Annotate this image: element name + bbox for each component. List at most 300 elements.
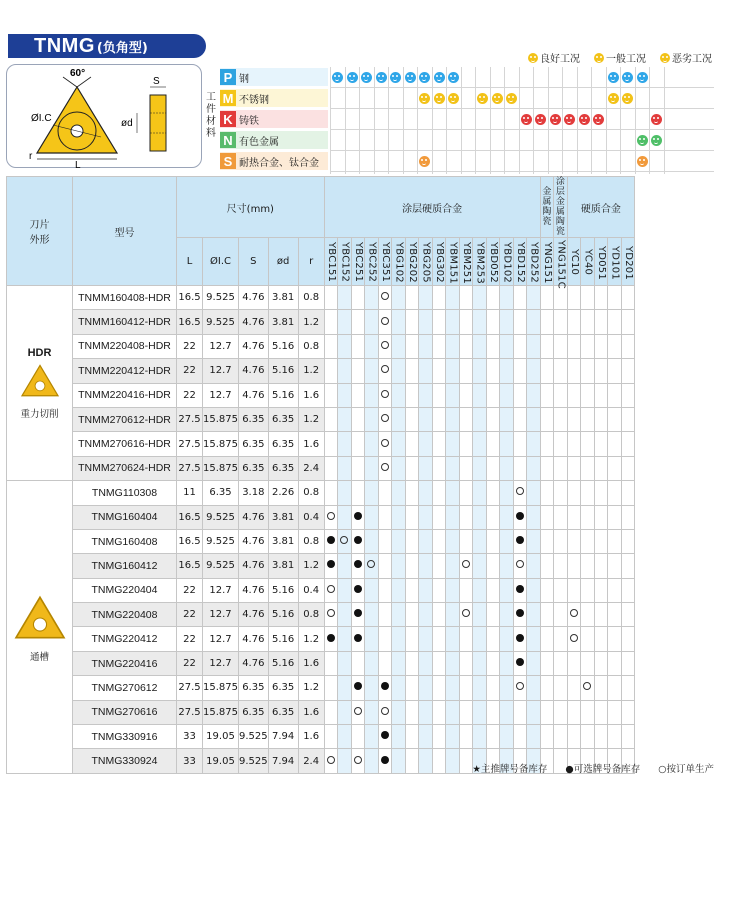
grade-cell <box>446 286 460 310</box>
model-cell: TNMG220404 <box>73 578 177 602</box>
grade-cell <box>527 310 541 334</box>
order-mark-icon <box>327 609 335 617</box>
grade-cell <box>459 725 473 749</box>
dim-cell-ic: 19.05 <box>203 725 239 749</box>
grade-cell <box>378 481 392 505</box>
dim-cell-r: 1.6 <box>298 432 324 456</box>
grade-cell <box>581 651 595 675</box>
grade-cell <box>405 725 419 749</box>
grade-ybg205: YBG205 <box>419 238 433 286</box>
grade-cell <box>500 603 514 627</box>
grade-cell <box>608 286 622 310</box>
stock-mark-icon <box>516 585 524 593</box>
condition-face-icon <box>492 93 503 104</box>
dim-cell-ic: 12.7 <box>203 651 239 675</box>
grade-cell <box>581 554 595 578</box>
grade-cell <box>486 676 500 700</box>
grade-cell <box>581 334 595 358</box>
grade-cell <box>324 627 338 651</box>
grade-cell <box>392 676 406 700</box>
grade-cell <box>324 432 338 456</box>
grade-cell <box>513 456 527 480</box>
grade-cell <box>405 603 419 627</box>
dim-cell-s: 4.76 <box>239 627 269 651</box>
grade-cell <box>594 359 608 383</box>
legend-good: 良好工况 <box>528 50 580 65</box>
dim-col-0: L <box>177 238 203 286</box>
grade-cell <box>527 334 541 358</box>
dim-cell-r: 1.2 <box>298 627 324 651</box>
stock-mark-icon <box>354 560 362 568</box>
dim-cell-d: 3.81 <box>268 286 298 310</box>
insert-triangle-icon <box>12 594 68 642</box>
grade-cell <box>500 725 514 749</box>
dim-cell-d: 7.94 <box>268 725 298 749</box>
grade-cell <box>567 603 581 627</box>
grade-cell <box>486 578 500 602</box>
footer-legend <box>472 761 714 775</box>
grade-cell <box>378 359 392 383</box>
stock-mark-icon <box>354 682 362 690</box>
grade-cell <box>527 286 541 310</box>
grade-cell <box>351 334 365 358</box>
material-letter: N <box>220 132 236 148</box>
grade-cell <box>473 407 487 431</box>
dim-cell-d: 3.81 <box>268 310 298 334</box>
grade-cell <box>608 407 622 431</box>
grade-cell <box>459 554 473 578</box>
grade-cell <box>351 383 365 407</box>
grade-cell <box>500 310 514 334</box>
grade-cell <box>581 725 595 749</box>
grade-cell <box>513 481 527 505</box>
condition-face-icon <box>376 72 387 83</box>
grade-cell <box>338 749 352 773</box>
grade-yc40: YC40 <box>581 238 595 286</box>
condition-face-icon <box>637 72 648 83</box>
grade-cell <box>365 603 379 627</box>
dim-cell-ic: 15.875 <box>203 456 239 480</box>
condition-legend <box>528 50 712 65</box>
grade-cell <box>621 529 635 553</box>
grade-cell <box>365 407 379 431</box>
grade-cell <box>365 432 379 456</box>
grade-cell <box>351 700 365 724</box>
table-row <box>7 505 635 529</box>
grade-cell <box>554 651 568 675</box>
grade-ybg302: YBG302 <box>432 238 446 286</box>
grade-cell <box>432 310 446 334</box>
dim-cell-r: 1.6 <box>298 700 324 724</box>
diagram-ic: ØI.C <box>31 113 52 124</box>
condition-face-icon <box>390 72 401 83</box>
grade-cell <box>419 627 433 651</box>
grade-cell <box>486 481 500 505</box>
grade-cell <box>405 407 419 431</box>
grade-cell <box>486 359 500 383</box>
table-row <box>7 407 635 431</box>
grade-cell <box>540 310 554 334</box>
dim-cell-r: 2.4 <box>298 456 324 480</box>
grade-cell <box>446 700 460 724</box>
dim-cell-ic: 9.525 <box>203 554 239 578</box>
grade-cell <box>527 505 541 529</box>
grade-cell <box>621 407 635 431</box>
grade-cell <box>351 725 365 749</box>
dim-cell-d: 5.16 <box>268 334 298 358</box>
table-row <box>7 334 635 358</box>
grade-cell <box>378 603 392 627</box>
insert-shape-cell <box>7 286 73 481</box>
table-row <box>7 725 635 749</box>
order-mark-icon <box>327 512 335 520</box>
grade-cell <box>459 676 473 700</box>
grade-cell <box>392 481 406 505</box>
grade-cell <box>621 359 635 383</box>
grade-cell <box>405 481 419 505</box>
grade-cell <box>365 676 379 700</box>
grade-cell <box>608 334 622 358</box>
table-row <box>7 481 635 505</box>
grade-cell <box>513 334 527 358</box>
dim-cell-d: 5.16 <box>268 603 298 627</box>
grade-cell <box>338 359 352 383</box>
grade-cell <box>365 481 379 505</box>
grade-cell <box>621 627 635 651</box>
grade-cell <box>432 578 446 602</box>
grade-cell <box>513 432 527 456</box>
insert-diagram <box>6 64 202 168</box>
model-cell: TNMG270612 <box>73 676 177 700</box>
dim-cell-r: 1.2 <box>298 407 324 431</box>
grade-cell <box>351 359 365 383</box>
grade-cell <box>392 725 406 749</box>
material-row-m <box>220 89 328 107</box>
shape-name: HDR <box>27 346 52 359</box>
grade-cell <box>608 700 622 724</box>
grade-cell <box>338 310 352 334</box>
dim-cell-r: 1.2 <box>298 676 324 700</box>
grade-cell <box>594 383 608 407</box>
grade-cell <box>621 554 635 578</box>
dim-cell-ic: 9.525 <box>203 529 239 553</box>
grade-cell <box>378 725 392 749</box>
grade-cell <box>419 334 433 358</box>
grade-cell <box>419 310 433 334</box>
grade-cell <box>446 359 460 383</box>
grade-cell <box>419 529 433 553</box>
dim-cell-l: 22 <box>177 383 203 407</box>
grade-cell <box>594 676 608 700</box>
grade-cell <box>446 676 460 700</box>
grade-cell <box>392 651 406 675</box>
grade-cell <box>500 334 514 358</box>
title-sub: (负角型) <box>96 40 148 56</box>
grade-cell <box>527 529 541 553</box>
dim-cell-ic: 12.7 <box>203 334 239 358</box>
grade-cell <box>392 603 406 627</box>
dim-cell-r: 1.6 <box>298 383 324 407</box>
condition-face-icon <box>608 72 619 83</box>
grade-cell <box>338 603 352 627</box>
grade-cell <box>567 407 581 431</box>
grade-cell <box>567 554 581 578</box>
grade-cell <box>567 310 581 334</box>
grade-cell <box>527 432 541 456</box>
grade-cell <box>554 554 568 578</box>
grade-cell <box>365 700 379 724</box>
table-row <box>7 651 635 675</box>
dim-cell-l: 27.5 <box>177 432 203 456</box>
grade-cell <box>459 359 473 383</box>
insert-shape-cell <box>7 481 73 774</box>
footer-star: ★主推牌号备库存 <box>472 764 548 775</box>
grade-cell <box>419 725 433 749</box>
grade-cell <box>432 456 446 480</box>
grade-cell <box>540 603 554 627</box>
grade-cell <box>338 481 352 505</box>
table-row <box>7 383 635 407</box>
grade-cell <box>621 456 635 480</box>
grade-ybd052: YBD052 <box>486 238 500 286</box>
grade-cell <box>351 578 365 602</box>
grade-cell <box>419 554 433 578</box>
dim-cell-r: 0.4 <box>298 578 324 602</box>
stock-mark-icon <box>354 512 362 520</box>
grade-cell <box>473 700 487 724</box>
grade-cell <box>567 359 581 383</box>
grade-cell <box>338 432 352 456</box>
grade-cell <box>432 676 446 700</box>
insert-drawing-icon <box>7 65 203 169</box>
grade-cell <box>567 578 581 602</box>
grade-cell <box>594 700 608 724</box>
grade-cell <box>527 651 541 675</box>
grade-cell <box>621 651 635 675</box>
table-row <box>7 578 635 602</box>
grade-cell <box>459 651 473 675</box>
stock-mark-icon <box>516 634 524 642</box>
grade-cell <box>351 481 365 505</box>
grade-cell <box>581 481 595 505</box>
grade-cell <box>567 676 581 700</box>
grade-cell <box>405 334 419 358</box>
material-letter: S <box>220 153 236 169</box>
grade-cell <box>594 554 608 578</box>
grade-cell <box>378 432 392 456</box>
grade-cell <box>554 578 568 602</box>
order-mark-icon <box>516 487 524 495</box>
grade-cell <box>446 627 460 651</box>
dim-cell-r: 0.8 <box>298 603 324 627</box>
grade-cell <box>324 383 338 407</box>
grade-cell <box>567 334 581 358</box>
grade-cell <box>581 603 595 627</box>
grade-cell <box>459 749 473 773</box>
condition-face-icon <box>434 72 445 83</box>
dim-cell-d: 7.94 <box>268 749 298 773</box>
grade-cell <box>378 627 392 651</box>
dim-cell-ic: 12.7 <box>203 603 239 627</box>
grade-cell <box>459 334 473 358</box>
dim-cell-l: 16.5 <box>177 286 203 310</box>
grade-ybd102: YBD102 <box>500 238 514 286</box>
grade-cell <box>392 627 406 651</box>
table-row <box>7 310 635 334</box>
grade-cell <box>540 554 554 578</box>
grade-cell <box>405 676 419 700</box>
grade-cell <box>351 407 365 431</box>
grade-cell <box>432 651 446 675</box>
grade-cell <box>500 481 514 505</box>
grade-cell <box>567 383 581 407</box>
dim-cell-s: 4.76 <box>239 529 269 553</box>
condition-face-icon <box>419 72 430 83</box>
model-cell: TNMG160412 <box>73 554 177 578</box>
grade-cell <box>405 505 419 529</box>
grade-cell <box>527 407 541 431</box>
col-shape: 刀片 外形 <box>7 177 73 286</box>
grade-cell <box>621 481 635 505</box>
grade-cell <box>486 407 500 431</box>
legend-normal: 一般工况 <box>594 50 646 65</box>
grade-cell <box>554 603 568 627</box>
grade-cell <box>432 334 446 358</box>
dim-cell-r: 1.2 <box>298 554 324 578</box>
condition-face-icon <box>651 135 662 146</box>
dim-cell-l: 22 <box>177 578 203 602</box>
condition-face-icon <box>651 114 662 125</box>
grade-cell <box>459 383 473 407</box>
grade-cell <box>608 359 622 383</box>
grade-cell <box>378 310 392 334</box>
dim-cell-s: 6.35 <box>239 700 269 724</box>
dim-cell-s: 3.18 <box>239 481 269 505</box>
grade-cell <box>405 578 419 602</box>
grade-cell <box>486 456 500 480</box>
grade-cell <box>608 627 622 651</box>
diagram-S: S <box>153 76 160 87</box>
grade-cell <box>392 749 406 773</box>
grade-cell <box>473 725 487 749</box>
grade-cell <box>392 407 406 431</box>
grade-cell <box>459 603 473 627</box>
grade-cell <box>513 383 527 407</box>
condition-face-icon <box>550 114 561 125</box>
grade-cell <box>486 725 500 749</box>
grade-cell <box>473 603 487 627</box>
grade-cell <box>486 383 500 407</box>
grade-cell <box>419 505 433 529</box>
grade-cell <box>419 578 433 602</box>
grade-cell <box>581 529 595 553</box>
grade-cell <box>338 529 352 553</box>
grade-cell <box>405 529 419 553</box>
dim-cell-l: 33 <box>177 749 203 773</box>
grade-cell <box>338 725 352 749</box>
table-row <box>7 627 635 651</box>
grade-cell <box>567 505 581 529</box>
grade-cell <box>446 481 460 505</box>
grade-cell <box>405 554 419 578</box>
grade-cell <box>500 383 514 407</box>
grade-cell <box>351 651 365 675</box>
grade-cell <box>365 627 379 651</box>
dim-cell-s: 9.525 <box>239 749 269 773</box>
dim-col-4: r <box>298 238 324 286</box>
grade-cell <box>446 725 460 749</box>
dim-cell-l: 11 <box>177 481 203 505</box>
bad-face-icon <box>660 53 670 63</box>
grade-cell <box>540 407 554 431</box>
grade-cell <box>378 749 392 773</box>
grade-cell <box>554 310 568 334</box>
grade-cell <box>540 432 554 456</box>
grade-cell <box>554 286 568 310</box>
dim-cell-s: 9.525 <box>239 725 269 749</box>
grade-cell <box>608 481 622 505</box>
dim-cell-r: 0.8 <box>298 529 324 553</box>
grade-cell <box>459 310 473 334</box>
grade-cell <box>513 603 527 627</box>
dim-col-3: ød <box>268 238 298 286</box>
grade-cell <box>365 456 379 480</box>
dim-cell-l: 22 <box>177 627 203 651</box>
grade-cell <box>365 359 379 383</box>
grade-cell <box>459 627 473 651</box>
grade-cell <box>365 383 379 407</box>
grade-cell <box>405 310 419 334</box>
grade-cell <box>486 310 500 334</box>
grade-yc10: YC10 <box>567 238 581 286</box>
grade-cell <box>567 700 581 724</box>
table-row <box>7 286 635 310</box>
grade-cell <box>419 286 433 310</box>
grade-cell <box>446 383 460 407</box>
grade-ybm253: YBM253 <box>473 238 487 286</box>
grade-cell <box>608 432 622 456</box>
grade-cell <box>405 749 419 773</box>
grade-cell <box>500 578 514 602</box>
grade-cell <box>351 529 365 553</box>
grade-cell <box>405 359 419 383</box>
order-mark-icon <box>583 682 591 690</box>
grade-cell <box>324 407 338 431</box>
dim-cell-ic: 15.875 <box>203 407 239 431</box>
order-mark-icon <box>381 414 389 422</box>
grade-cell <box>324 359 338 383</box>
order-mark-icon <box>570 609 578 617</box>
stock-mark-icon <box>354 609 362 617</box>
grade-cell <box>527 725 541 749</box>
model-cell: TNMM160408-HDR <box>73 286 177 310</box>
dim-cell-ic: 15.875 <box>203 676 239 700</box>
condition-face-icon <box>593 114 604 125</box>
grade-cell <box>500 456 514 480</box>
grade-cell <box>500 359 514 383</box>
grade-cell <box>365 505 379 529</box>
stock-mark-icon <box>516 536 524 544</box>
legend-bad: 恶劣工况 <box>660 50 712 65</box>
grade-cell <box>513 725 527 749</box>
grade-yd101: YD101 <box>608 238 622 286</box>
grade-cell <box>378 529 392 553</box>
grade-cell <box>621 432 635 456</box>
grade-cell <box>594 627 608 651</box>
material-label: 工件材料 <box>206 92 216 139</box>
grade-cell <box>554 481 568 505</box>
grade-cell <box>486 529 500 553</box>
